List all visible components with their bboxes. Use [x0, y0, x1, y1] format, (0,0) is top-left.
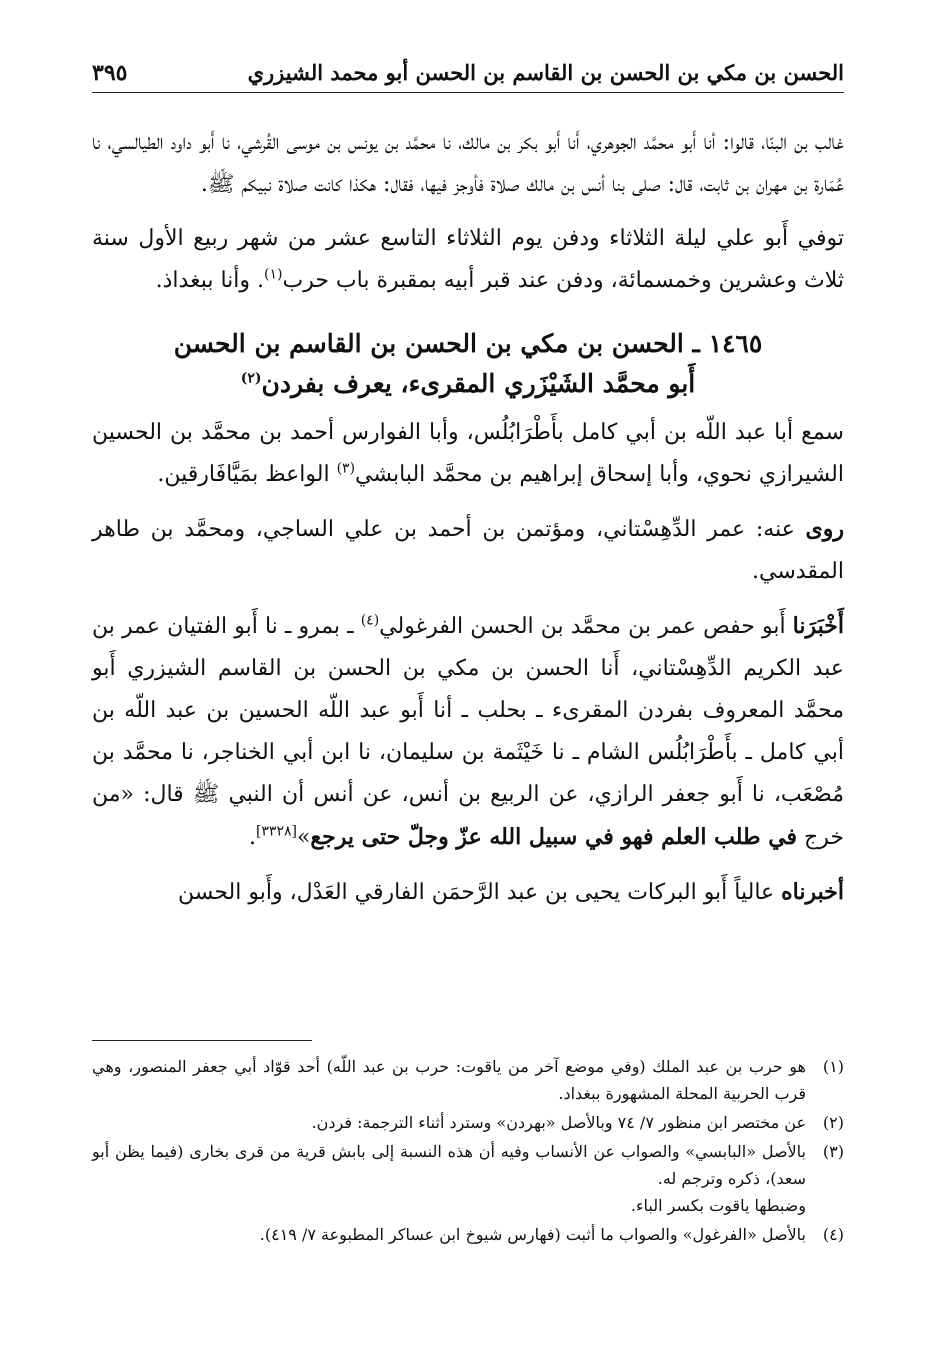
footnote-number: (٤) — [822, 1225, 844, 1244]
paragraph-4 — [92, 508, 844, 593]
footnote-ref-1: (١) — [264, 266, 283, 283]
paragraph-4-text: عنه: عمر الدِّهِسْتاني، ومؤتمن بن أحمد بن علي الساجي، ومحمَّد بن طاهر المقدسي. — [92, 517, 844, 584]
footnote-text — [92, 1221, 806, 1248]
footnote-ref-4: (٤) — [360, 612, 380, 629]
entry-heading-line-1: ١٤٦٥ ـ الحسن بن مكي بن الحسن بن القاسم بن الحسن — [173, 329, 763, 358]
footnote-line: بالأصل «الفرغول» والصواب ما أثبت (فهارس شيوخ ابن عساكر المطبوعة ٧/ ٤١٩). — [259, 1225, 806, 1244]
paragraph-3 — [92, 412, 844, 496]
footnote-separator — [92, 1040, 312, 1041]
quote-close: » — [296, 825, 311, 850]
paragraph-2 — [92, 218, 844, 302]
footnote-line: بالأصل «البابسي» والصواب عن الأنساب وفيه أن هذه النسبة إلى بابش قرية من قرى بخارى (فيما يظن أبو سعد)، ذكره وترجم له. — [92, 1142, 806, 1188]
footnote-1 — [92, 1053, 844, 1107]
hadith-number: [٣٣٢٨] — [255, 823, 297, 840]
paragraph-5-text: أَبو حفص عمر بن محمَّد بن الحسن الفرغولي — [379, 614, 793, 639]
paragraph-4-lead: روى — [805, 516, 844, 542]
paragraph-1-text: غالب بن البنّا، قالوا: أنا أَبو محمَّد الجوهري، أَنا أَبو بكر بن مالك، نا محمَّد بن يونس بن موسى القُرشي، نا أَبو داود الطيالسي، نا عُمَارة بن مهران بن ثابت، قال: صلى بنا أنس بن مالك صلاة فأوجز فيها، فقال: هكذا كانت صلاة نبيكم ﷺ. — [92, 130, 844, 197]
entry-heading — [92, 324, 844, 404]
hadith-quote: في طلب العلم فهو في سبيل الله عزّ وجلّ حتى يرجع — [310, 824, 798, 850]
footnote-ref-3: (٣) — [336, 460, 356, 477]
paragraph-5-end: . — [248, 825, 256, 850]
paragraph-2-end: . وأنا ببغداذ. — [155, 268, 265, 293]
footnote-line: عن مختصر ابن منظور ٧/ ٧٤ وبالأصل «بهردن» وسترد أثناء الترجمة: فردن. — [311, 1113, 806, 1132]
footnote-3 — [92, 1138, 844, 1219]
paragraph-5-lead: أَخْبَرَنا — [792, 613, 844, 639]
paragraph-1 — [92, 122, 844, 206]
entry-heading-line-2 — [92, 364, 844, 404]
paragraph-3-end: الواعظ بمَيَّافَارقين. — [157, 462, 337, 487]
footnote-2 — [92, 1109, 844, 1136]
entry-heading-line-2-text: أَبو محمَّد الشَيْزَري المقرىء، يعرف بفردن — [261, 369, 696, 398]
page-number: ٣٩٥ — [92, 60, 128, 86]
footnote-list — [92, 1053, 844, 1248]
footnote-number: (٢) — [822, 1113, 844, 1132]
running-header — [92, 58, 844, 93]
footnote-text — [92, 1053, 806, 1107]
footnotes — [92, 1040, 844, 1250]
footnote-ref-2: (٢) — [240, 370, 262, 387]
footnote-4 — [92, 1221, 844, 1248]
footnote-text — [92, 1109, 806, 1136]
paragraph-2-text: توفي أَبو علي ليلة الثلاثاء ودفن يوم الثلاثاء التاسع عشر من شهر ربيع الأول سنة ثلاث وعشرين وخمسمائة، ودفن عند قبر أبيه بمقبرة باب حرب — [92, 226, 844, 293]
footnote-line: هو حرب بن عبد الملك (وفي موضع آخر من ياقوت: حرب بن عبد اللّه) أحد قوّاد أبي جعفر المنصور، وهي قرب الحربية المحلة المشهورة ببغداد. — [92, 1057, 806, 1103]
footnote-text — [92, 1138, 806, 1219]
paragraph-5 — [92, 605, 844, 859]
paragraph-6-text: عالياً أَبو البركات يحيى بن عبد الرَّحمَن الفارقي العَدْل، وأَبو الحسن — [177, 880, 782, 905]
paragraph-5-text-continued: ـ بمرو ـ نا أَبو الفتيان عمر بن عبد الكريم الدِّهِسْتاني، أَنا الحسن بن مكي بن الحسن بن القاسم الشيزري أَبو محمَّد المعروف بفردن المقرىء ـ بحلب ـ أنا أَبو عبد اللّه الحسين بن عبد اللّه بن أبي كامل ـ بأَطْرَابُلُس الشام ـ نا خَيْثَمة بن سليمان، نا ابن أبي الخناجر، نا محمَّد بن مُصْعَب، نا أَبو جعفر الرازي، عن الربيع بن أنس، عن أنس أن النبي ﷺ قال: «من خرج — [92, 614, 844, 850]
header-title: الحسن بن مكي بن الحسن بن القاسم بن الحسن أبو محمد الشيزري — [247, 60, 844, 85]
main-text — [92, 122, 844, 926]
footnote-number: (١) — [822, 1057, 844, 1076]
footnote-line: وضبطها ياقوت بكسر الباء. — [630, 1196, 806, 1215]
footnote-number: (٣) — [822, 1142, 844, 1161]
paragraph-6 — [92, 871, 844, 914]
paragraph-6-lead: أخبرناه — [781, 879, 844, 905]
paragraph-3-text: سمع أبا عبد اللّه بن أبي كامل بأَطْرَابُلُس، وأبا الفوارس أحمد بن محمَّد بن الحسين الشيرازي نحوي، وأبا إسحاق إبراهيم بن محمَّد البابشي — [92, 420, 844, 487]
